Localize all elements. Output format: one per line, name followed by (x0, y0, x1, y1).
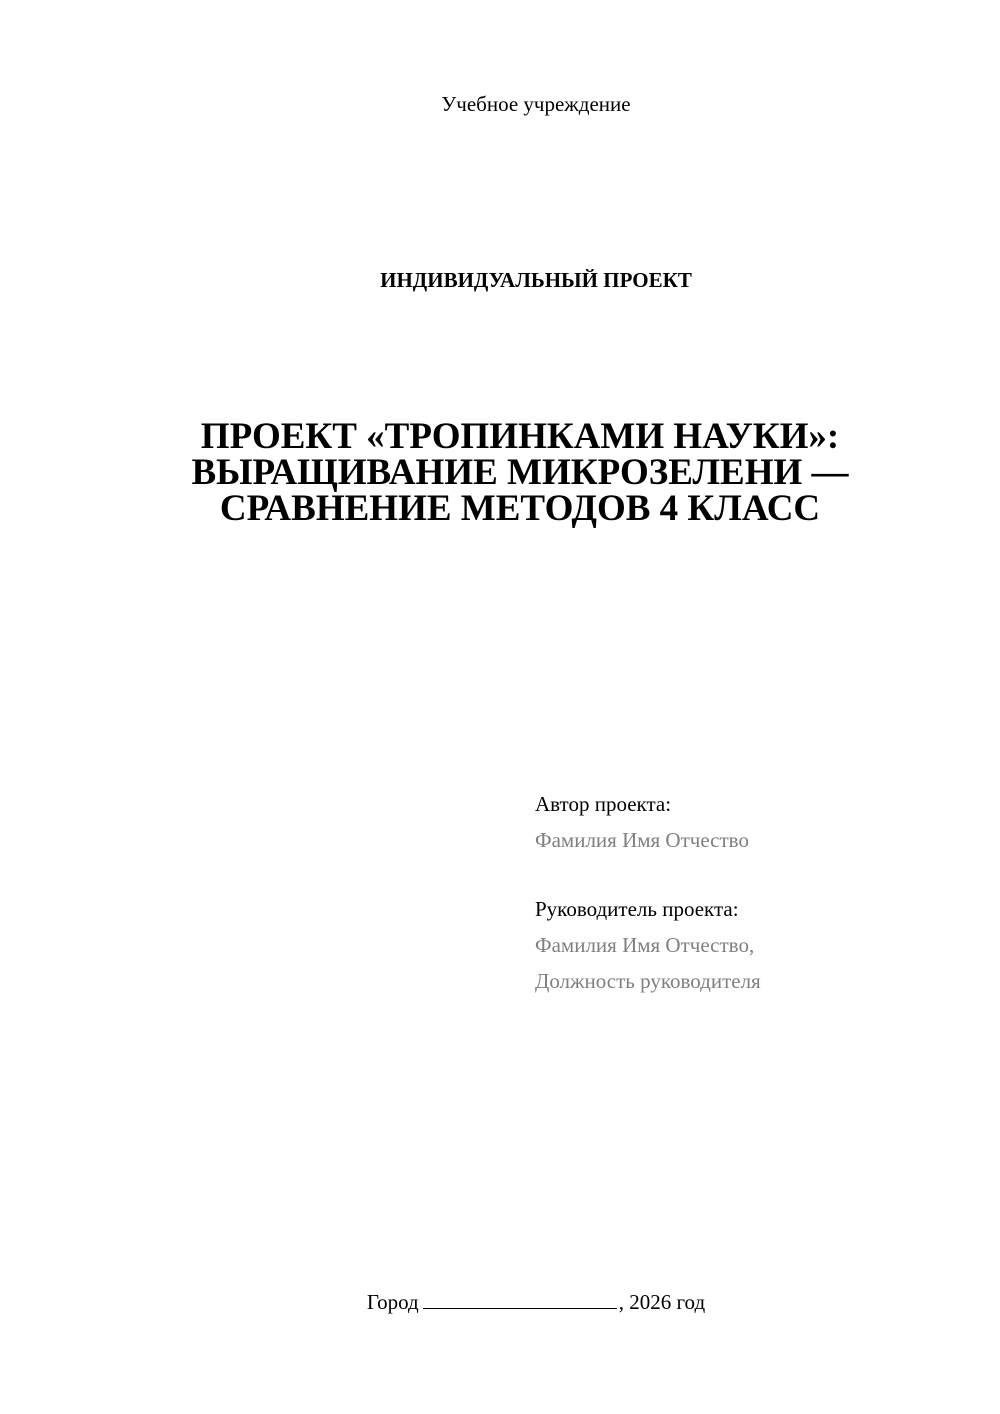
supervisor-label: Руководитель проекта: (535, 897, 739, 921)
title-line-1: ПРОЕКТ «ТРОПИНКАМИ НАУКИ»: (200, 416, 840, 457)
supervisor-position-placeholder: Должность руководителя (535, 969, 761, 993)
author-block (535, 786, 749, 858)
author-name-placeholder: Фамилия Имя Отчество (535, 828, 749, 852)
title-line-2: ВЫРАЩИВАНИЕ МИКРОЗЕЛЕНИ — (191, 452, 849, 493)
city-blank-line (423, 1291, 617, 1309)
year-text: , 2026 год (618, 1290, 706, 1314)
city-label: Город (366, 1290, 419, 1314)
project-type-heading: ИНДИВИДУАЛЬНЫЙ ПРОЕКТ (380, 268, 692, 292)
institution-name: Учебное учреждение (441, 92, 631, 116)
city-year-line (0, 1290, 1000, 1315)
supervisor-name-placeholder: Фамилия Имя Отчество, (535, 933, 755, 957)
supervisor-block (535, 891, 761, 999)
author-label: Автор проекта: (535, 792, 672, 816)
project-title (0, 416, 1000, 529)
title-line-3: СРАВНЕНИЕ МЕТОДОВ 4 КЛАСС (219, 488, 821, 529)
